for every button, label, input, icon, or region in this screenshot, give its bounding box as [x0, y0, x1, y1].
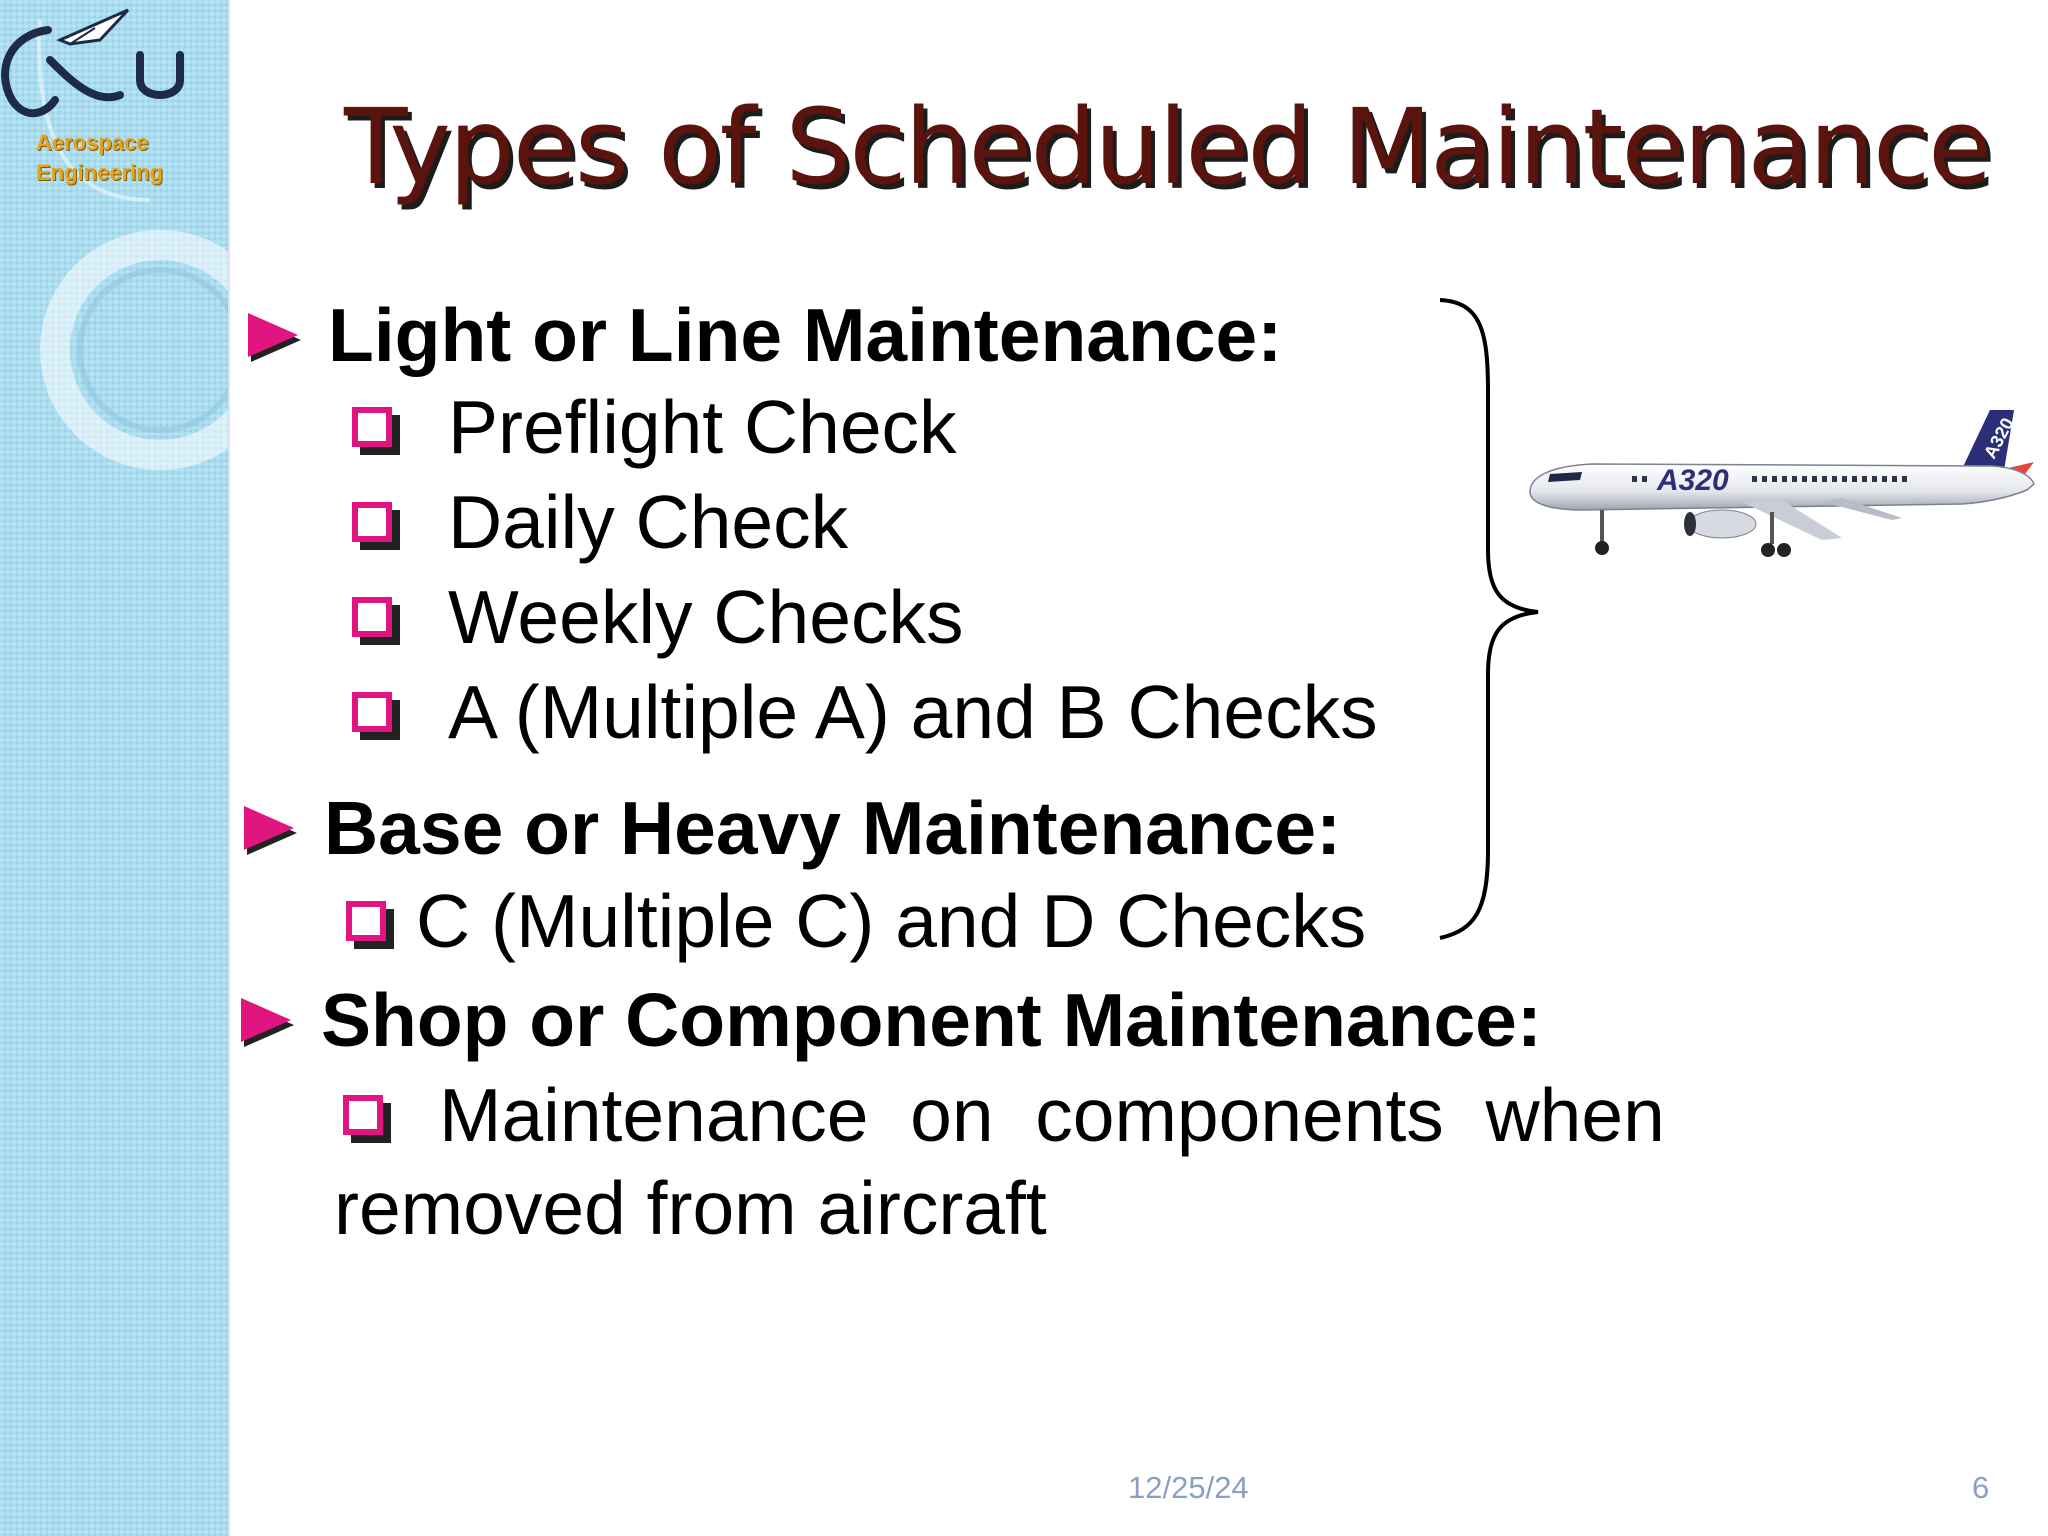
list-item-text: Preflight Check [448, 385, 957, 469]
triangle-bullet-icon [244, 806, 294, 850]
plane-label: A320 [1657, 464, 1729, 497]
list-item-text: Daily Check [448, 480, 849, 564]
logo-line2: Engineering [36, 160, 164, 185]
section-heading-light [248, 292, 1282, 378]
list-item-text: Weekly Checks [448, 575, 964, 659]
logo [0, 0, 220, 190]
list-item [352, 384, 957, 470]
section-heading-base [244, 785, 1341, 871]
checkbox-bullet-icon [352, 692, 392, 732]
sidebar-decoration [0, 0, 228, 1536]
section-heading-text: Light or Line Maintenance: [328, 293, 1283, 377]
section-heading-text: Shop or Component Maintenance: [321, 978, 1542, 1062]
slide-title: Types of Scheduled Maintenance [344, 86, 1991, 208]
tail-label: A320 [1979, 414, 2018, 462]
list-item [352, 574, 963, 660]
checkbox-bullet-icon [346, 901, 386, 941]
footer-date: 12/25/24 [1128, 1470, 1249, 1505]
triangle-bullet-icon [241, 998, 291, 1042]
list-item [352, 669, 1378, 755]
checkbox-bullet-icon [352, 597, 392, 637]
checkbox-bullet-icon [343, 1095, 383, 1135]
triangle-bullet-icon [248, 313, 298, 357]
logo-text [36, 128, 163, 188]
checkbox-bullet-icon [352, 407, 392, 447]
list-item [343, 1072, 1665, 1158]
list-item-continuation: removed from aircraft [334, 1166, 1047, 1250]
list-item-text: A (Multiple A) and B Checks [448, 670, 1378, 754]
list-item [352, 479, 848, 565]
curly-brace-icon [1420, 290, 1540, 950]
sidebar [0, 0, 230, 1536]
page-number: 6 [1972, 1470, 1990, 1505]
list-item-text: Maintenance on components when [439, 1073, 1665, 1157]
airplane-image [1522, 400, 2042, 570]
section-heading-text: Base or Heavy Maintenance: [324, 786, 1342, 870]
logo-line1: Aerospace [36, 130, 149, 155]
list-item-text: C (Multiple C) and D Checks [416, 879, 1367, 963]
checkbox-bullet-icon [352, 502, 392, 542]
list-item [346, 878, 1366, 964]
section-heading-shop [241, 977, 1542, 1063]
